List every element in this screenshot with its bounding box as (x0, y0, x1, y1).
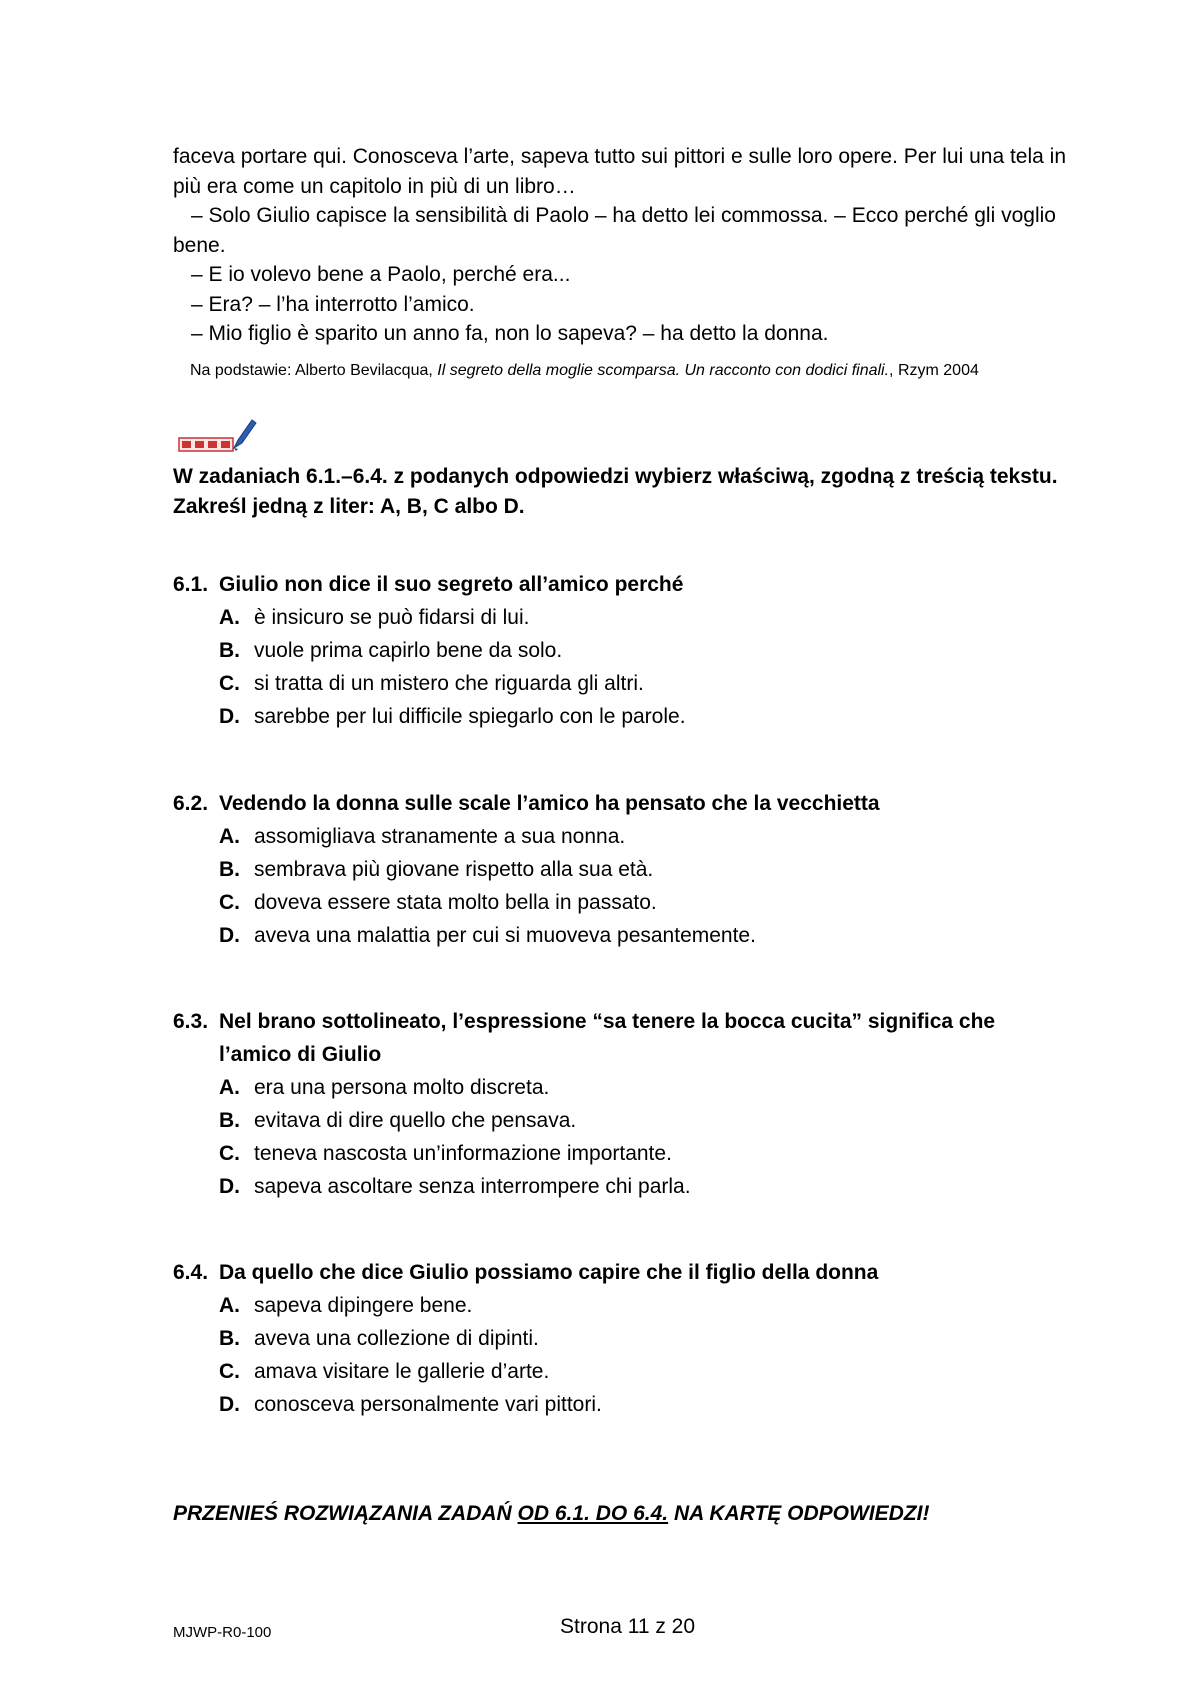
question-text: Da quello che dice Giulio possiamo capire che il figlio della donna (219, 1261, 879, 1284)
question (173, 568, 1073, 601)
option-letter: C. (219, 891, 240, 914)
question (173, 1256, 1073, 1289)
story-line: – Solo Giulio capisce la sensibilità di Paolo – ha detto lei commossa. – Ecco perché gli voglio bene. (173, 204, 1056, 257)
source-prefix: Na podstawie: Alberto Bevilacqua, (190, 362, 438, 379)
option-text: assomigliava stranamente a sua nonna. (254, 825, 626, 848)
answer-option[interactable] (173, 886, 1073, 919)
option-letter: D. (219, 1393, 240, 1416)
exam-code: MJWP-R0-100 (173, 1624, 272, 1641)
answer-option[interactable] (173, 919, 1073, 952)
task-6-2 (173, 787, 1073, 952)
answer-option[interactable] (173, 853, 1073, 886)
option-letter: A. (219, 825, 240, 848)
question-text: Giulio non dice il suo segreto all’amico perché (219, 573, 684, 596)
question (173, 1005, 1073, 1071)
option-letter: D. (219, 705, 240, 728)
task-6-1 (173, 568, 1073, 733)
task-marker-pen-icon (178, 418, 258, 454)
option-letter: C. (219, 1142, 240, 1165)
question-text: Nel brano sottolineato, l’espressione “sa tenere la bocca cucita” significa che l’amico di Giulio (219, 1010, 996, 1066)
transfer-suffix: NA KARTĘ ODPOWIEDZI! (668, 1502, 930, 1525)
task-6-4 (173, 1256, 1073, 1421)
option-text: vuole prima capirlo bene da solo. (254, 639, 563, 662)
option-letter: B. (219, 1109, 240, 1132)
story-line: – Mio figlio è sparito un anno fa, non lo sapeva? – ha detto la donna. (191, 322, 829, 345)
answer-option[interactable] (173, 1137, 1073, 1170)
option-text: aveva una collezione di dipinti. (254, 1327, 539, 1350)
option-letter: B. (219, 639, 240, 662)
question-number: 6.1. (173, 573, 209, 596)
option-text: sapeva dipingere bene. (254, 1294, 473, 1317)
option-text: evitava di dire quello che pensava. (254, 1109, 577, 1132)
story-excerpt (173, 142, 1073, 349)
option-text: è insicuro se può fidarsi di lui. (254, 606, 530, 629)
answer-option[interactable] (173, 1170, 1073, 1203)
question (173, 787, 1073, 820)
option-text: amava visitare le gallerie d’arte. (254, 1360, 550, 1383)
question-number: 6.2. (173, 792, 209, 815)
answer-option[interactable] (173, 700, 1073, 733)
option-letter: A. (219, 1076, 240, 1099)
answer-option[interactable] (173, 601, 1073, 634)
answer-option[interactable] (173, 1355, 1073, 1388)
answer-option[interactable] (173, 1388, 1073, 1421)
option-text: sembrava più giovane rispetto alla sua età. (254, 858, 654, 881)
option-letter: A. (219, 606, 240, 629)
option-letter: B. (219, 1327, 240, 1350)
transfer-answers-notice (173, 1502, 929, 1526)
option-text: conosceva personalmente vari pittori. (254, 1393, 602, 1416)
option-text: si tratta di un mistero che riguarda gli altri. (254, 672, 644, 695)
answer-option[interactable] (173, 820, 1073, 853)
option-text: sapeva ascoltare senza interrompere chi parla. (254, 1175, 691, 1198)
option-letter: B. (219, 858, 240, 881)
answer-option[interactable] (173, 634, 1073, 667)
transfer-prefix: PRZENIEŚ ROZWIĄZANIA ZADAŃ (173, 1502, 518, 1525)
question-text: Vedendo la donna sulle scale l’amico ha pensato che la vecchietta (219, 792, 880, 815)
page-number: Strona 11 z 20 (560, 1615, 696, 1638)
answer-option[interactable] (173, 1104, 1073, 1137)
option-letter: D. (219, 924, 240, 947)
option-text: aveva una malattia per cui si muoveva pesantemente. (254, 924, 756, 947)
answer-option[interactable] (173, 667, 1073, 700)
story-line: faceva portare qui. Conosceva l’arte, sapeva tutto sui pittori e sulle loro opere. Per lui una tela in più era come un capitolo in più di un libro… (173, 145, 1067, 198)
source-title: Il segreto della moglie scomparsa. Un racconto con dodici finali. (437, 362, 890, 379)
task-instruction: W zadaniach 6.1.–6.4. z podanych odpowiedzi wybierz właściwą, zgodną z treścią tekstu. Zakreśl jedną z liter: A, B, C albo D. (173, 465, 1058, 518)
answer-option[interactable] (173, 1071, 1073, 1104)
option-letter: D. (219, 1175, 240, 1198)
option-letter: A. (219, 1294, 240, 1317)
option-text: era una persona molto discreta. (254, 1076, 550, 1099)
source-citation (190, 362, 979, 380)
answer-option[interactable] (173, 1322, 1073, 1355)
task-6-3 (173, 1005, 1073, 1203)
option-letter: C. (219, 672, 240, 695)
option-text: doveva essere stata molto bella in passato. (254, 891, 657, 914)
source-suffix: , Rzym 2004 (889, 362, 979, 379)
answer-option[interactable] (173, 1289, 1073, 1322)
story-line: – Era? – l’ha interrotto l’amico. (191, 292, 475, 316)
story-line: – E io volevo bene a Paolo, perché era... (191, 263, 571, 286)
option-letter: C. (219, 1360, 240, 1383)
transfer-range: OD 6.1. DO 6.4. (517, 1502, 669, 1525)
option-text: teneva nascosta un’informazione importante. (254, 1142, 672, 1165)
option-text: sarebbe per lui difficile spiegarlo con le parole. (254, 705, 686, 728)
question-number: 6.4. (173, 1261, 209, 1284)
question-number: 6.3. (173, 1010, 209, 1033)
